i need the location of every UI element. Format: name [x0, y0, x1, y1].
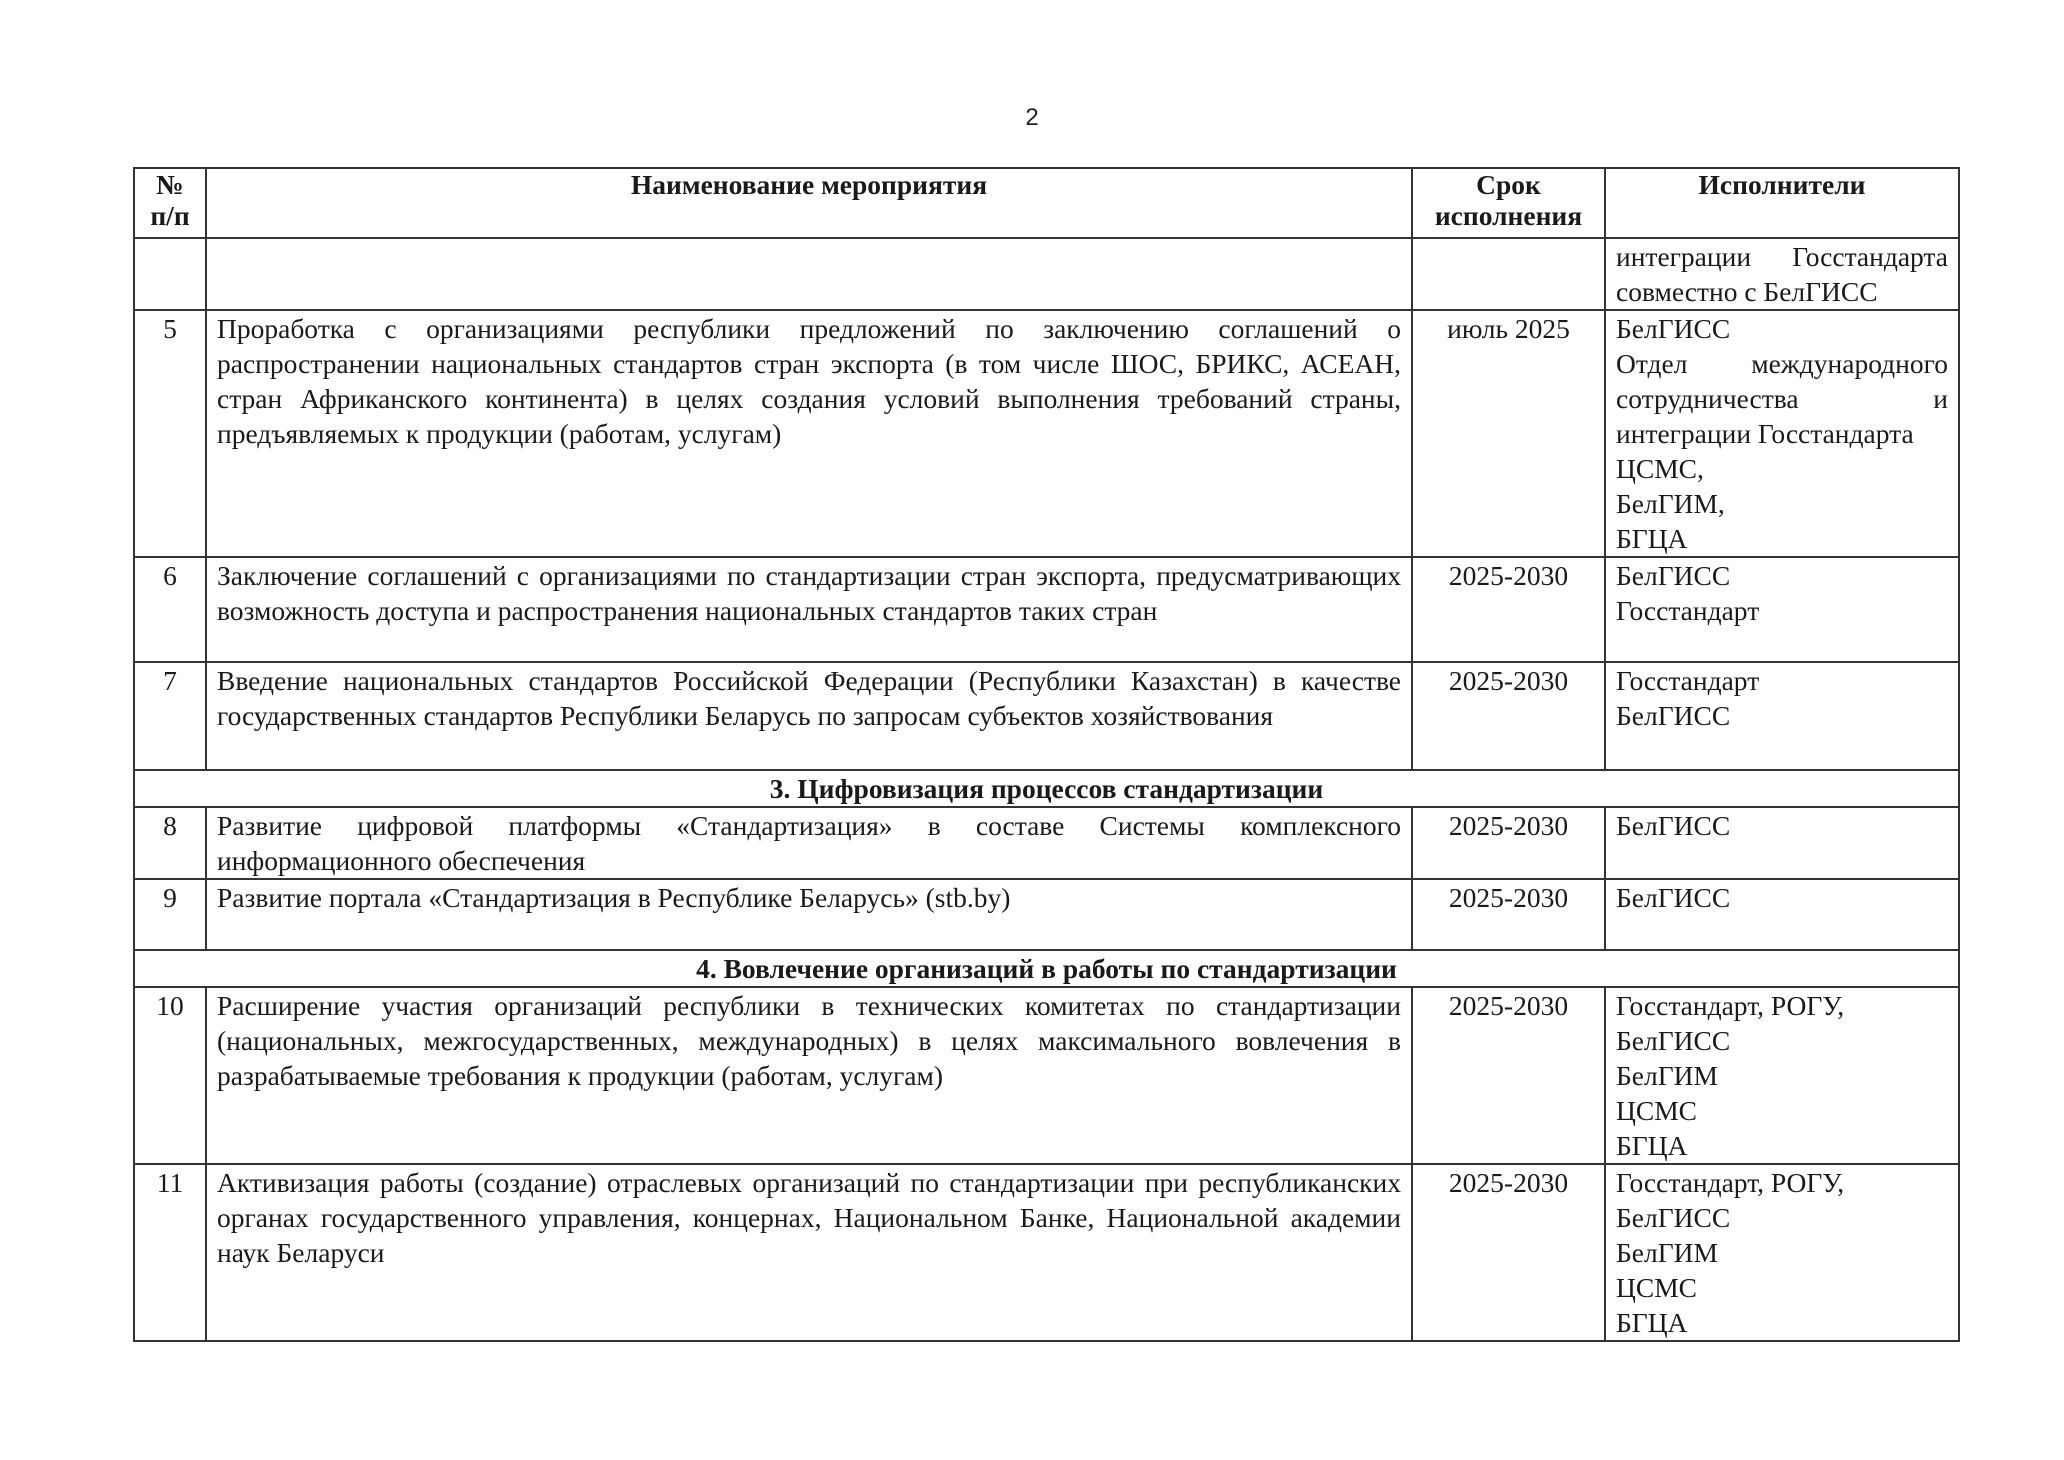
row-deadline: 2025-2030: [1412, 662, 1605, 770]
row-number: 8: [134, 807, 206, 879]
row-number: 6: [134, 557, 206, 662]
row-executors: [1605, 310, 1959, 557]
executor-line: совместно с БелГИСС: [1616, 276, 1878, 307]
row-executors: [1605, 879, 1959, 950]
section-heading-row: [134, 770, 1959, 807]
row-executors: [1605, 807, 1959, 879]
row-deadline: 2025-2030: [1412, 879, 1605, 950]
row-number: 9: [134, 879, 206, 950]
header-number: № п/п: [134, 168, 206, 238]
table-row: [134, 310, 1959, 557]
executor-line: БелГИСС: [1616, 810, 1731, 841]
row-number-cell: [134, 238, 206, 310]
row-activity-name: Развитие портала «Стандартизация в Республике Беларусь» (stb.by): [206, 879, 1412, 950]
row-executors-cell: [1605, 238, 1959, 310]
table-row: [134, 987, 1959, 1164]
section-heading-row: [134, 950, 1959, 987]
executor-line: Госстандарт: [1616, 595, 1760, 626]
row-term-cell: [1412, 238, 1605, 310]
row-activity-name: Заключение соглашений с организациями по стандартизации стран экспорта, предусматривающих возможность доступа и распространения национальных стандартов таких стран: [206, 557, 1412, 662]
executor-line: БелГИМ,: [1616, 488, 1725, 519]
row-deadline: июль 2025: [1412, 310, 1605, 557]
executor-line: сотрудничества и: [1616, 383, 1948, 414]
table-row-continuation: [134, 238, 1959, 310]
row-deadline: 2025-2030: [1412, 987, 1605, 1164]
executor-line: БелГИСС: [1616, 882, 1731, 913]
section-heading: 4. Вовлечение организаций в работы по стандартизации: [134, 950, 1959, 987]
executor-line: Госстандарт, РОГУ,: [1616, 1167, 1845, 1198]
row-executors: [1605, 662, 1959, 770]
page-number: 2: [1025, 104, 1039, 131]
row-number: 7: [134, 662, 206, 770]
section-heading: 3. Цифровизация процессов стандартизации: [134, 770, 1959, 807]
executor-line: ЦСМС: [1616, 1272, 1697, 1303]
executor-line: ЦСМС,: [1616, 453, 1704, 484]
row-deadline: 2025-2030: [1412, 807, 1605, 879]
executor-line: интеграции Госстандарта: [1616, 241, 1948, 272]
executor-line: БГЦА: [1616, 1130, 1688, 1161]
executor-line: ЦСМС: [1616, 1095, 1697, 1126]
row-number: 5: [134, 310, 206, 557]
row-activity-name: Развитие цифровой платформы «Стандартизация» в составе Системы комплексного информационного обеспечения: [206, 807, 1412, 879]
executor-line: БелГИСС: [1616, 1202, 1731, 1233]
row-deadline: 2025-2030: [1412, 557, 1605, 662]
row-activity-name: Расширение участия организаций республики в технических комитетах по стандартизации (национальных, межгосударственных, международных) в целях максимального вовлечения в разрабатываемые требования к продукции (работам, услугам): [206, 987, 1412, 1164]
executor-line: Госстандарт, РОГУ,: [1616, 990, 1845, 1021]
table-row: [134, 879, 1959, 950]
executor-line: БелГИСС: [1616, 313, 1731, 344]
row-executors: [1605, 1164, 1959, 1341]
executor-line: БелГИСС: [1616, 1025, 1731, 1056]
executor-line: Госстандарт: [1616, 665, 1760, 696]
executor-line: интеграции Госстандарта: [1616, 418, 1914, 449]
executor-line: БГЦА: [1616, 1307, 1688, 1338]
row-activity-name: Проработка с организациями республики предложений по заключению соглашений о распространении национальных стандартов стран экспорта (в том числе ШОС, БРИКС, АСЕАН, стран Африканского континента) в целях создания условий выполнения требований страны, предъявляемых к продукции (работам, услугам): [206, 310, 1412, 557]
row-number: 10: [134, 987, 206, 1164]
executor-line: Отдел международного: [1616, 348, 1948, 379]
row-deadline: 2025-2030: [1412, 1164, 1605, 1341]
table-row: [134, 1164, 1959, 1341]
row-activity-name: Активизация работы (создание) отраслевых организаций по стандартизации при республиканских органах государственного управления, концернах, Национальном Банке, Национальной академии наук Беларуси: [206, 1164, 1412, 1341]
executor-line: БелГИМ: [1616, 1237, 1718, 1268]
activities-table: [133, 167, 1960, 1342]
row-executors: [1605, 557, 1959, 662]
row-activity-name: Введение национальных стандартов Российской Федерации (Республики Казахстан) в качестве государственных стандартов Республики Беларусь по запросам субъектов хозяйствования: [206, 662, 1412, 770]
row-name-cell: [206, 238, 1412, 310]
table-row: [134, 557, 1959, 662]
executor-line: БелГИМ: [1616, 1060, 1718, 1091]
executor-line: БелГИСС: [1616, 700, 1731, 731]
row-executors: [1605, 987, 1959, 1164]
header-activity-name: Наименование мероприятия: [206, 168, 1412, 238]
table-row: [134, 807, 1959, 879]
table-row: [134, 662, 1959, 770]
header-deadline: Срок исполнения: [1412, 168, 1605, 238]
row-number: 11: [134, 1164, 206, 1341]
executor-line: БГЦА: [1616, 523, 1688, 554]
table-header-row: [134, 168, 1959, 238]
executor-line: БелГИСС: [1616, 560, 1731, 591]
header-executors: Исполнители: [1605, 168, 1959, 238]
